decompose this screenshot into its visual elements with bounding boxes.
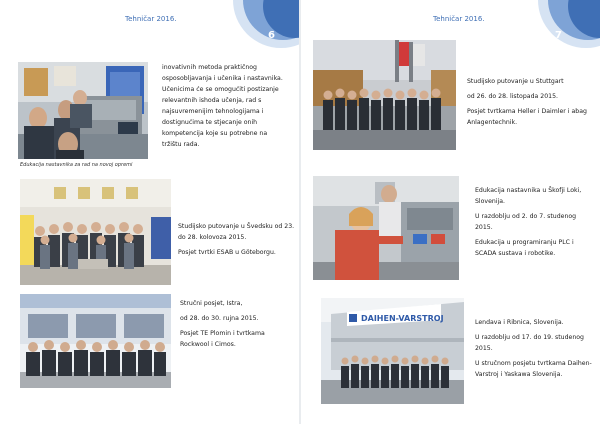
sweden-text	[178, 221, 296, 262]
building-sign-text: DAIHEN-VARSTROJ	[361, 314, 444, 323]
photo-stuttgart-trip	[313, 40, 456, 150]
intro-text: inovativnih metoda praktičnog osposobljavanja i učenika i nastavnika. Učenicima će se omogućiti postizanje relevantnih ishoda učenja, rad s najsuvremenijim tehnologijama i dostignućima te stjecanje onih kompetencija koje su potrebne na tržištu rada.	[162, 64, 283, 148]
photo-teacher-training	[18, 62, 148, 159]
skofja-loka-text-line: Edukacija u programiranju PLC i SCADA sustava i robotike.	[475, 239, 574, 257]
photo-daihen-varstroj-visit	[321, 298, 464, 404]
photo-teacher-training-image	[18, 62, 148, 159]
stuttgart-text	[467, 76, 587, 132]
skofja-loka-text	[475, 185, 593, 263]
photo-stuttgart-trip-image	[313, 40, 456, 150]
skofja-loka-text-line: U razdoblju od 2. do 7. studenog 2015.	[475, 213, 577, 231]
stuttgart-text-line: Studijsko putovanje u Stuttgart	[467, 78, 564, 85]
photo-sweden-trip-image	[20, 179, 171, 285]
lendava-text-line: Lendava i Ribnica, Slovenija.	[475, 319, 564, 326]
page-number: 6	[268, 30, 275, 41]
istra-text-line: Stručni posjet, Istra,	[180, 300, 243, 307]
stuttgart-text-line: Posjet tvrtkama Heller i Daimler i abag Anlagentechnik.	[467, 108, 587, 126]
photo-istra-visit-image	[20, 294, 171, 388]
photo-istra-visit	[20, 294, 171, 388]
skofja-loka-text-line: Edukacija nastavnika u Škofji Loki, Slovenija.	[475, 187, 582, 205]
photo-skofja-loka-training-image	[313, 176, 459, 280]
lendava-text	[475, 317, 593, 384]
sweden-text-line: Studijsko putovanje u Švedsku od 23. do 28. kolovoza 2015.	[178, 223, 295, 241]
lendava-text-line: U stručnom posjetu tvrtkama Daihen-Varstroj i Yaskawa Slovenija.	[475, 360, 592, 378]
page-header: Tehničar 2016.	[433, 15, 485, 23]
stuttgart-text-line: od 26. do 28. listopada 2015.	[467, 93, 558, 100]
page-left	[0, 0, 299, 424]
istra-text-line: od 28. do 30. rujna 2015.	[180, 315, 259, 322]
photo-caption: Edukacija nastavnika za rad na novoj opremi	[20, 162, 133, 168]
photo-skofja-loka-training	[313, 176, 459, 280]
corner-decoration	[538, 0, 600, 48]
istra-text-line: Posjet TE Plomin i tvrtkama Rockwool i Cimos.	[180, 330, 265, 348]
page-header: Tehničar 2016.	[125, 15, 177, 23]
page-right	[301, 0, 600, 424]
corner-decoration	[233, 0, 299, 48]
lendava-text-line: U razdoblju od 17. do 19. studenog 2015.	[475, 334, 584, 352]
sweden-text-line: Posjet tvrtki ESAB u Göteborgu.	[178, 249, 276, 256]
istra-text	[180, 298, 290, 354]
photo-daihen-varstroj-visit-image	[321, 298, 464, 404]
page-number: 7	[555, 30, 562, 41]
photo-sweden-trip	[20, 179, 171, 285]
